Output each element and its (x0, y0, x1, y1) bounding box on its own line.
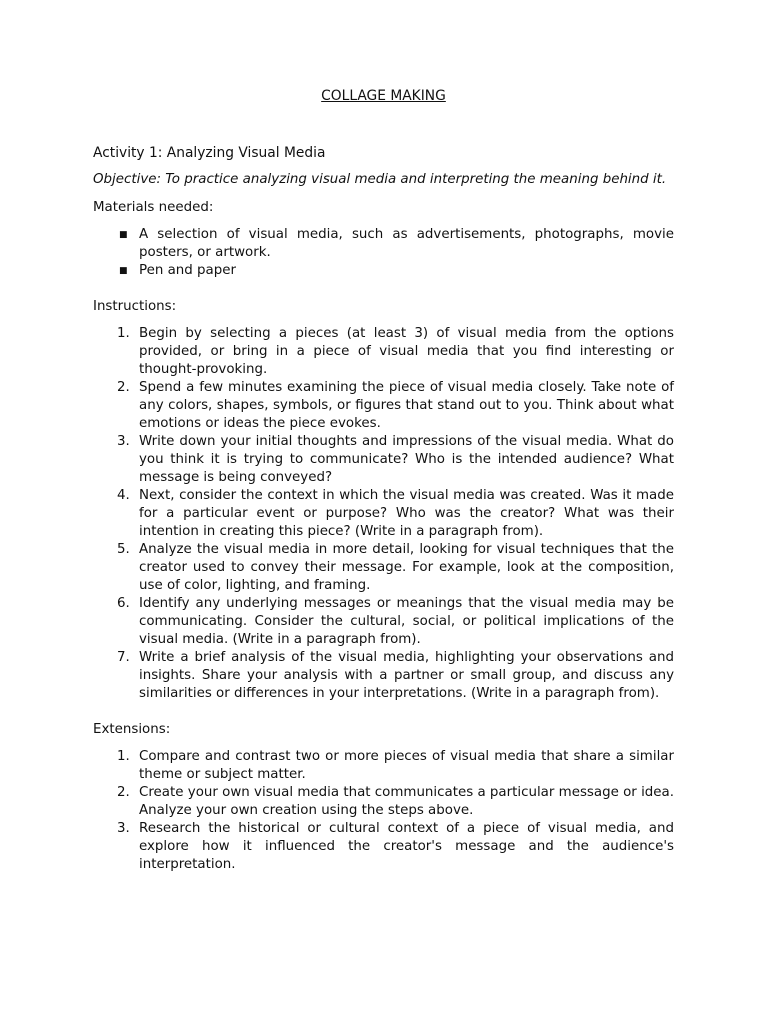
list-item (117, 541, 674, 595)
list-item (117, 595, 674, 649)
item-number: 2. (117, 380, 130, 395)
item-number: 3. (117, 821, 130, 836)
instruction-text: Next, consider the context in which the visual media was created. Was it made for a particular event or purpose? Who was the creator? What was their intention in creating this piece? (Write in a paragraph from). (139, 488, 674, 539)
list-item (119, 226, 674, 262)
list-item (117, 784, 674, 820)
item-number: 4. (117, 488, 130, 503)
page-title: COLLAGE MAKING (321, 88, 446, 104)
bullet-icon: ■ (119, 230, 128, 240)
instruction-text: Spend a few minutes examining the piece of visual media closely. Take note of any colors, shapes, symbols, or figures that stand out to you. Think about what emotions or ideas the piece evokes. (139, 380, 674, 431)
extensions-list (93, 748, 674, 874)
instruction-text: Write down your initial thoughts and impressions of the visual media. What do you think it is trying to communicate? Who is the intended audience? What message is being conveyed? (139, 434, 674, 485)
instruction-text: Begin by selecting a pieces (at least 3) of visual media from the options provided, or bring in a piece of visual media that you find interesting or thought-provoking. (139, 326, 674, 377)
list-item (117, 748, 674, 784)
item-number: 2. (117, 785, 130, 800)
list-item (117, 820, 674, 874)
materials-label: Materials needed: (93, 200, 214, 215)
instruction-text: Identify any underlying messages or meanings that the visual media may be communicating. Consider the cultural, social, or political implications of the visual media. (Write in a paragraph from). (139, 596, 674, 647)
objective-text: Objective: To practice analyzing visual media and interpreting the meaning behind it. (93, 172, 667, 187)
material-text: Pen and paper (139, 263, 236, 278)
extension-text: Create your own visual media that communicates a particular message or idea. Analyze your own creation using the steps above. (139, 785, 674, 818)
list-item (117, 325, 674, 379)
item-number: 1. (117, 749, 130, 764)
item-number: 5. (117, 542, 130, 557)
extension-text: Compare and contrast two or more pieces of visual media that share a similar theme or subject matter. (139, 749, 674, 782)
item-number: 7. (117, 650, 130, 665)
item-number: 3. (117, 434, 130, 449)
instructions-label: Instructions: (93, 299, 177, 314)
instruction-text: Analyze the visual media in more detail, looking for visual techniques that the creator used to convey their message. For example, look at the composition, use of color, lighting, and framing. (139, 542, 674, 593)
instructions-list (93, 325, 674, 703)
extension-text: Research the historical or cultural context of a piece of visual media, and explore how it influenced the creator's message and the audience's interpretation. (139, 821, 674, 872)
list-item (117, 649, 674, 703)
instruction-text: Write a brief analysis of the visual media, highlighting your observations and insights. Share your analysis with a partner or small group, and discuss any similarities or differences in your interpretations. (Write in a paragraph from). (139, 650, 674, 701)
list-item (117, 487, 674, 541)
bullet-icon: ■ (119, 266, 128, 276)
item-number: 1. (117, 326, 130, 341)
materials-list (93, 226, 674, 280)
material-text: A selection of visual media, such as advertisements, photographs, movie posters, or artwork. (139, 227, 674, 260)
activity-heading: Activity 1: Analyzing Visual Media (93, 145, 326, 161)
list-item (117, 433, 674, 487)
extensions-label: Extensions: (93, 722, 171, 737)
item-number: 6. (117, 596, 130, 611)
list-item (117, 379, 674, 433)
list-item (119, 262, 674, 280)
